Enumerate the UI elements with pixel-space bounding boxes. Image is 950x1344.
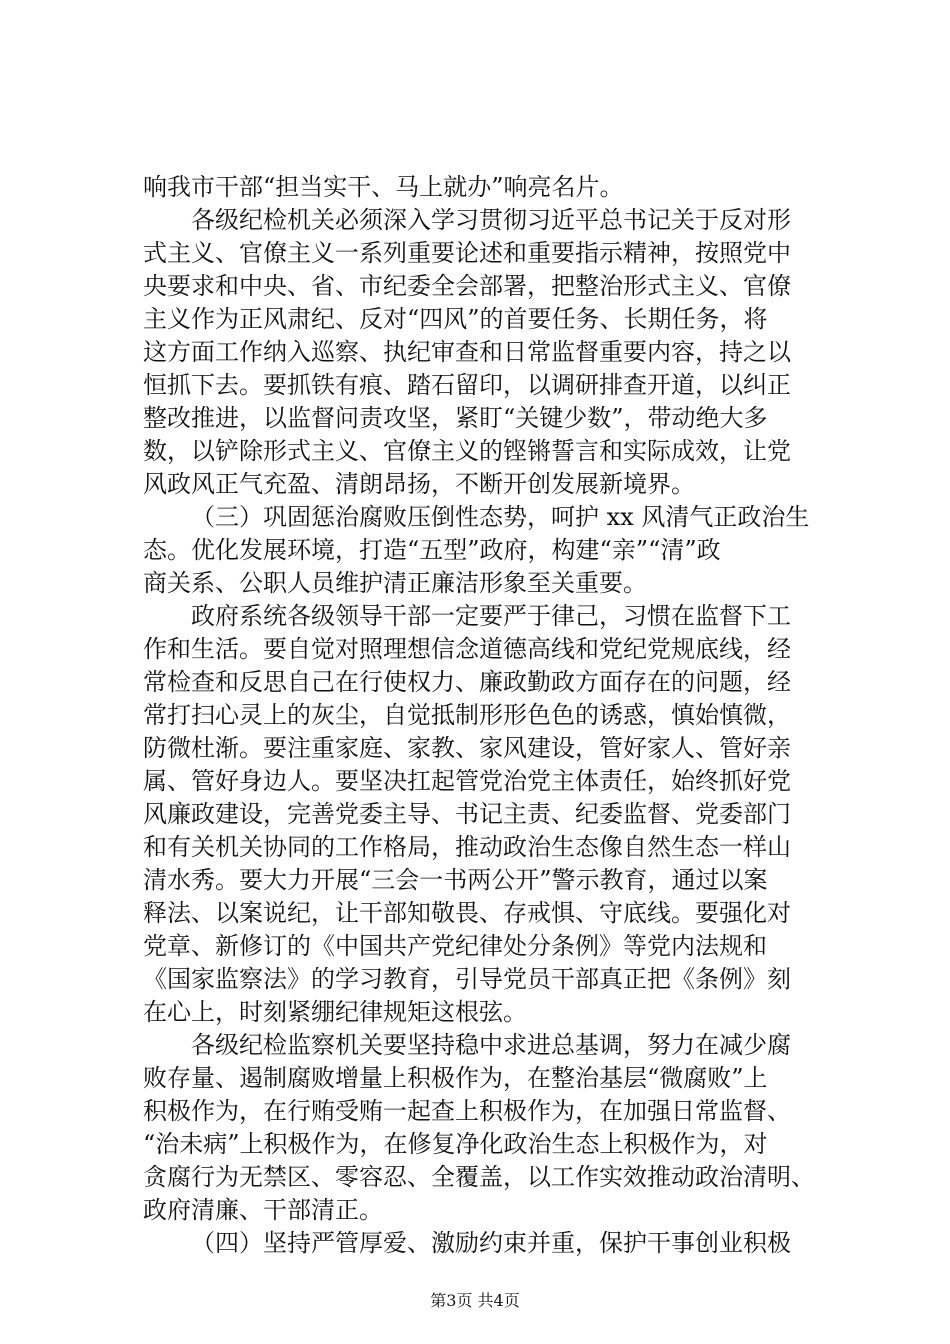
page-number-label: 第3页 共4页: [430, 1291, 520, 1310]
text-line: 各级纪检机关必须深入学习贯彻习近平总书记关于反对形: [191, 206, 791, 234]
text-line: 整改推进，以监督问责攻坚，紧盯“关键少数”，带动绝大多: [143, 404, 768, 432]
text-line: “治未病”上积极作为，在修复净化政治生态上积极作为，对: [143, 1130, 768, 1158]
text-line: 响我市干部“担当实干、马上就办”响亮名片。: [143, 173, 624, 201]
text-line: 《国家监察法》的学习教育，引导党员干部真正把《条例》刻: [143, 965, 791, 993]
text-line: 政府清廉、干部清正。: [143, 1196, 383, 1224]
text-line: 清水秀。要大力开展“三会一书两公开”警示教育，通过以案: [143, 866, 768, 894]
text-line: 式主义、官僚主义一系列重要论述和重要指示精神，按照党中: [143, 239, 791, 267]
text-line: 在心上，时刻紧绷纪律规矩这根弦。: [143, 998, 527, 1026]
text-line: 政府系统各级领导干部一定要严于律己，习惯在监督下工: [191, 602, 791, 630]
text-line: 主义作为正风肃纪、反对“四风”的首要任务、长期任务，将: [143, 305, 768, 333]
text-line: 各级纪检监察机关要坚持稳中求进总基调，努力在减少腐: [191, 1031, 791, 1059]
text-line: 属、管好身边人。要坚决扛起管党治党主体责任，始终抓好党: [143, 767, 791, 795]
text-line: 风政风正气充盈、清朗昂扬，不断开创发展新境界。: [143, 470, 695, 498]
text-line: 败存量、遏制腐败增量上积极作为，在整治基层“微腐败”上: [143, 1064, 768, 1092]
text-line: 防微杜渐。要注重家庭、家教、家风建设，管好家人、管好亲: [143, 734, 791, 762]
text-line: 风廉政建设，完善党委主导、书记主责、纪委监督、党委部门: [143, 800, 791, 828]
text-line: 贪腐行为无禁区、零容忍、全覆盖，以工作实效推动政治清明、: [143, 1163, 815, 1191]
text-line: 这方面工作纳入巡察、执纪审查和日常监督重要内容，持之以: [143, 338, 791, 366]
text-line: 释法、以案说纪，让干部知敬畏、存戒惧、守底线。要强化对: [143, 899, 791, 927]
text-line: 常检查和反思自己在行使权力、廉政勤政方面存在的问题，经: [143, 668, 791, 696]
text-line: 作和生活。要自觉对照理想信念道德高线和党纪党规底线，经: [143, 635, 791, 663]
text-line: （三）巩固惩治腐败压倒性态势，呵护 xx 风清气正政治生: [191, 503, 810, 531]
text-line: 数，以铲除形式主义、官僚主义的铿锵誓言和实际成效，让党: [143, 437, 791, 465]
page-footer: [0, 1290, 950, 1312]
text-line: 和有关机关协同的工作格局，推动政治生态像自然生态一样山: [143, 833, 791, 861]
text-line: （四）坚持严管厚爱、激励约束并重，保护干事创业积极: [191, 1229, 791, 1257]
text-line: 常打扫心灵上的灰尘，自觉抵制形形色色的诱惑，慎始慎微，: [143, 701, 791, 729]
text-line: 央要求和中央、省、市纪委全会部署，把整治形式主义、官僚: [143, 272, 791, 300]
text-line: 恒抓下去。要抓铁有痕、踏石留印，以调研排查开道，以纠正: [143, 371, 791, 399]
text-line: 态。优化发展环境，打造“五型”政府，构建“亲”“清”政: [143, 536, 721, 564]
text-line: 商关系、公职人员维护清正廉洁形象至关重要。: [143, 569, 647, 597]
text-line: 党章、新修订的《中国共产党纪律处分条例》等党内法规和: [143, 932, 767, 960]
text-line: 积极作为，在行贿受贿一起查上积极作为，在加强日常监督、: [143, 1097, 791, 1125]
